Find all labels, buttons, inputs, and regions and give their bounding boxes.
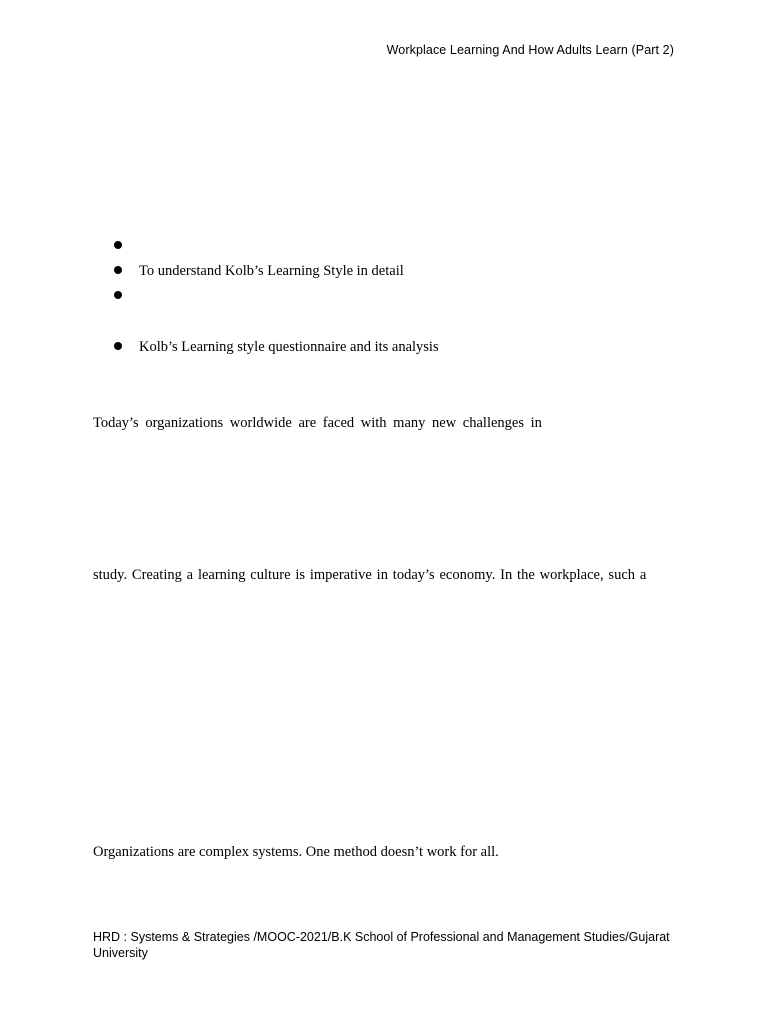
list-item (114, 337, 714, 362)
list-item-text: Kolb’s Learning style questionnaire and its analysis (139, 339, 439, 355)
bullet-icon (114, 266, 122, 274)
list-item (114, 286, 714, 311)
bullet-icon (114, 291, 122, 299)
bullet-icon (114, 241, 122, 249)
list-item (114, 261, 714, 286)
body-paragraph-2: study. Creating a learning culture is imperative in today’s economy. In the workplace, such a (93, 567, 647, 583)
objectives-list (114, 236, 714, 362)
page-footer: HRD : Systems & Strategies /MOOC-2021/B.K School of Professional and Management Studies/Gujarat University (93, 930, 670, 960)
running-header: Workplace Learning And How Adults Learn (Part 2) (386, 43, 674, 57)
bullet-icon (114, 342, 122, 350)
list-item (114, 236, 714, 261)
list-item-text: To understand Kolb’s Learning Style in detail (139, 263, 404, 279)
body-paragraph-1: Today’s organizations worldwide are faced with many new challenges in (93, 415, 542, 431)
body-paragraph-3: Organizations are complex systems. One method doesn’t work for all. (93, 844, 499, 860)
